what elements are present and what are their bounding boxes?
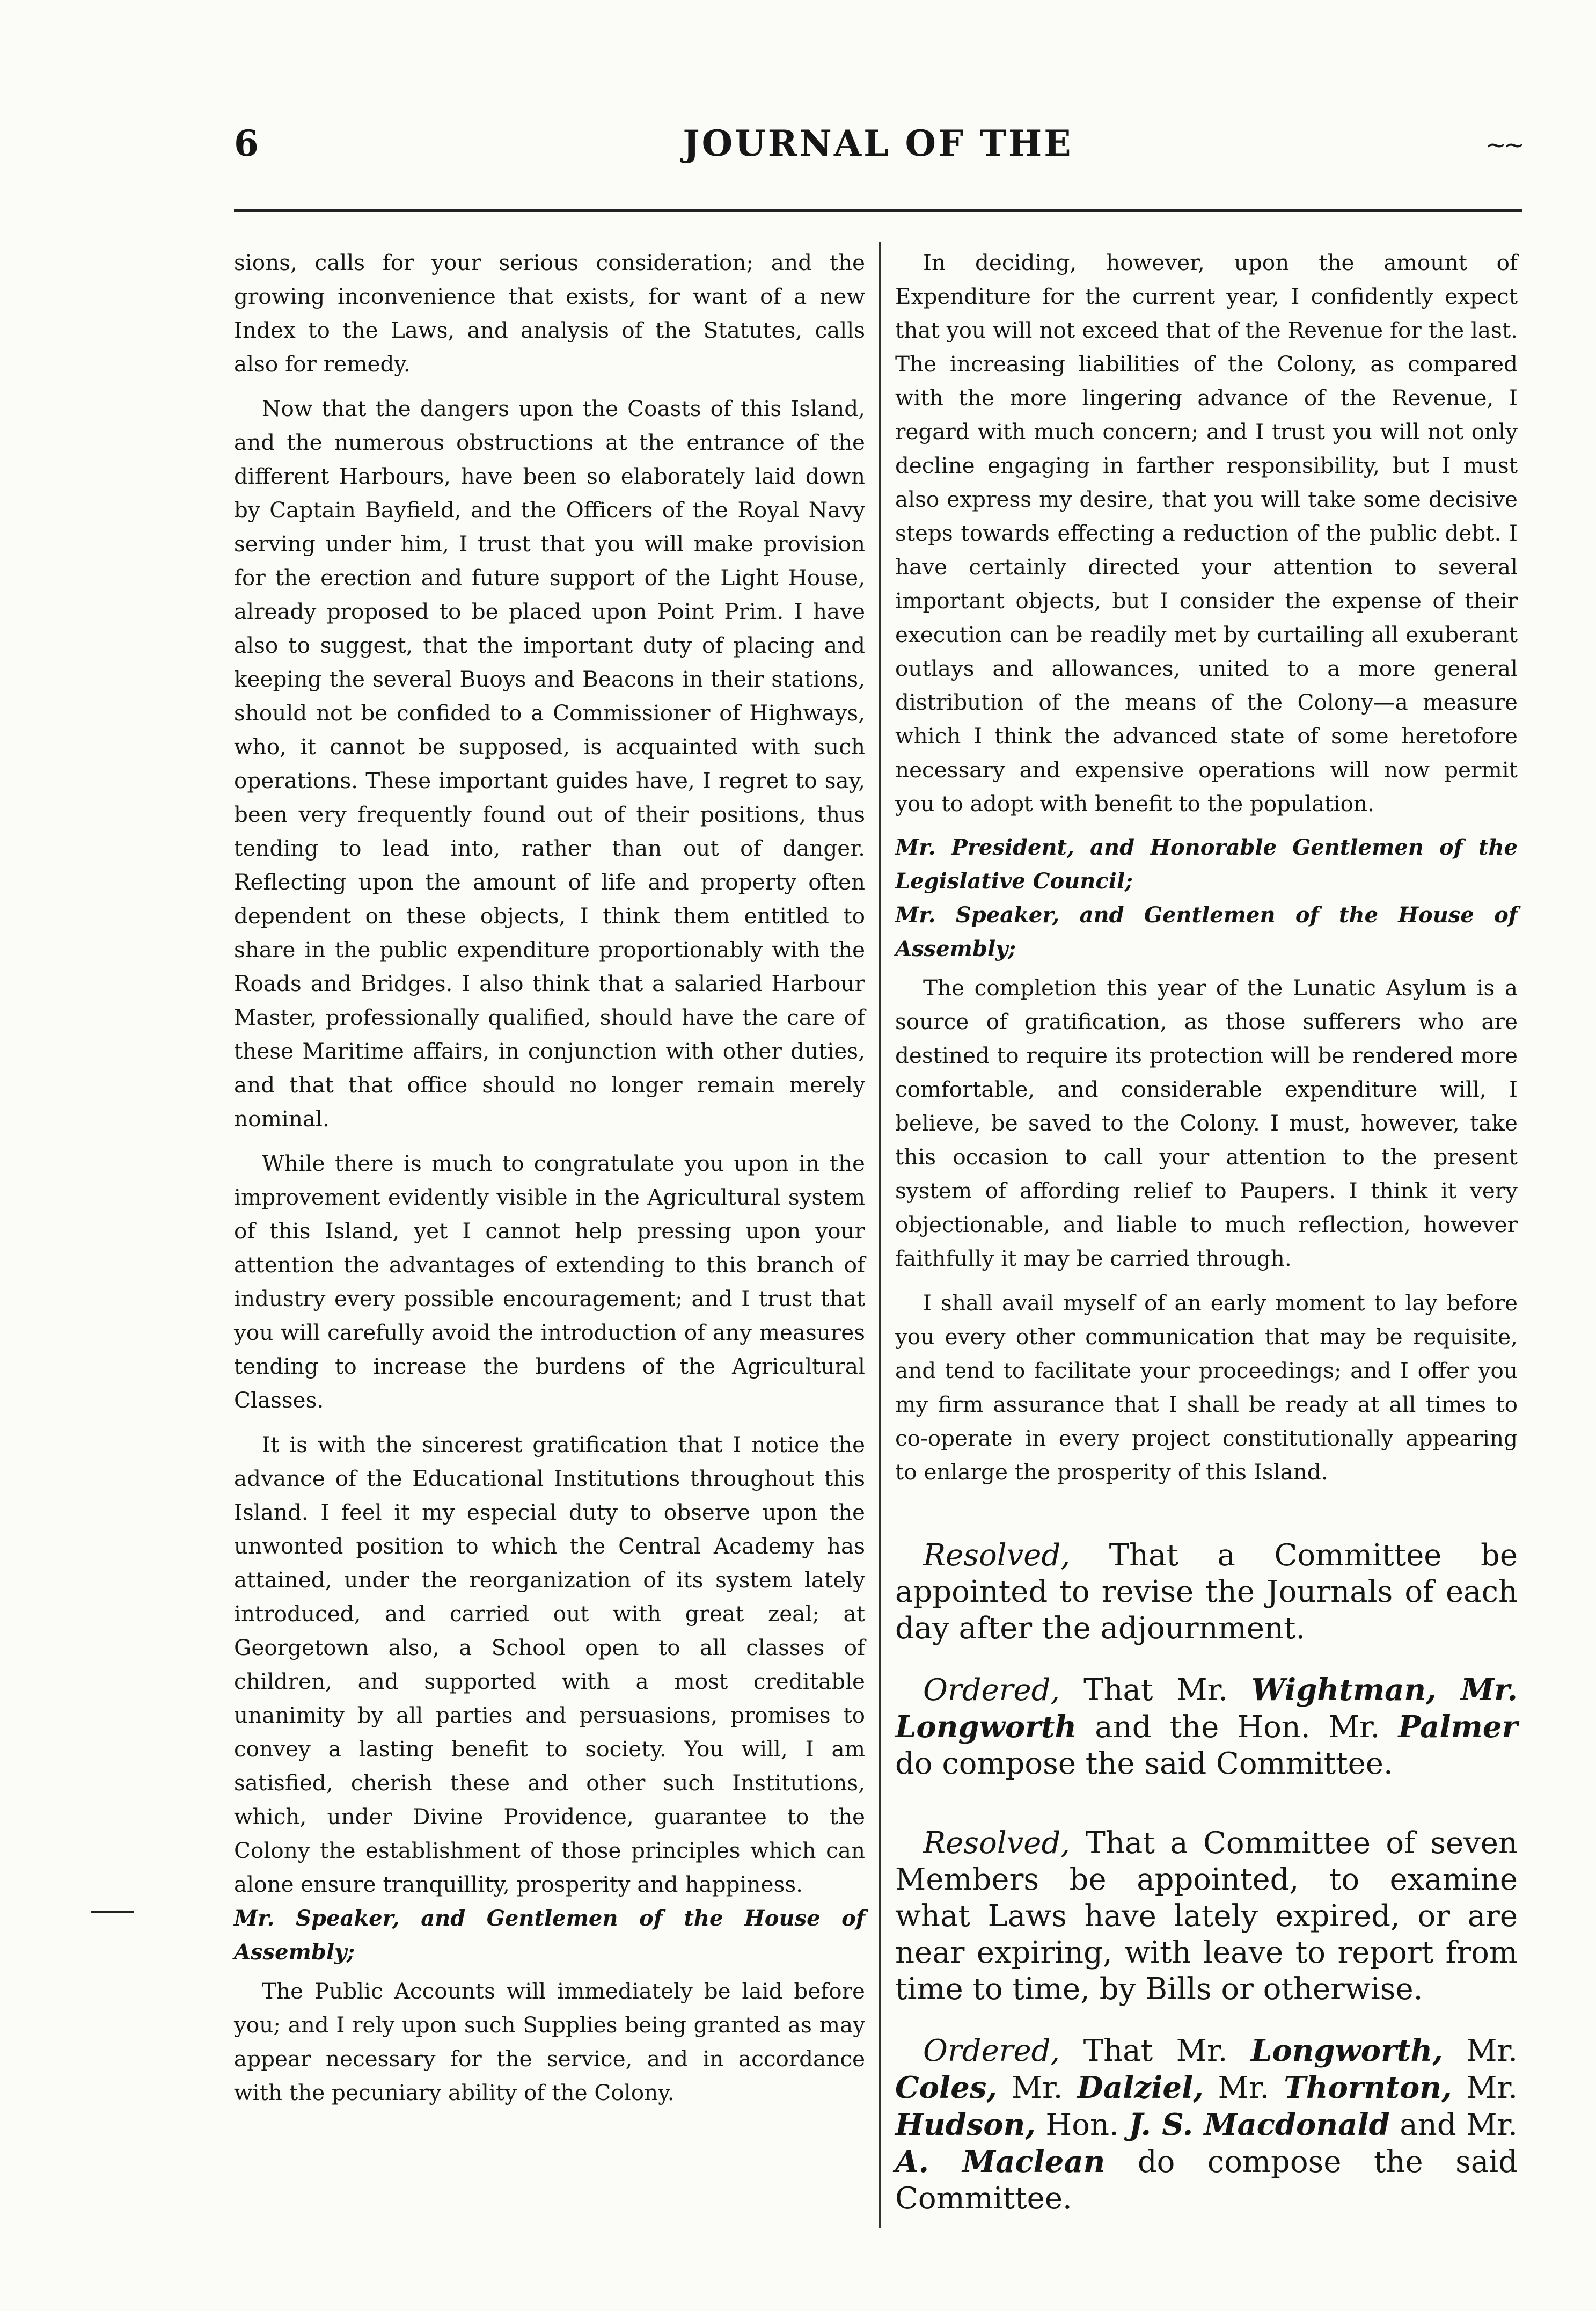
speech-paragraph: In deciding, however, upon the amount of Expenditure for the current year, I confidently expect that you will not exceed that of the Revenue for the last. The increasing liabilities of the Colony, as compared with the more lingering advance of the Revenue, I regard with much concern; and I trust you will not only decline engaging in farther responsibility, but I must also express my desire, that you will take some decisive steps towards effecting a reduction of the public debt. I have certainly directed your attention to several important objects, but I consider the expense of their execution can be readily met by curtailing all exuberant outlays and allowances, united to a more general distribution of the means of the Colony—a measure which I think the advanced state of some heretofore necessary and expensive operations will now permit you to adopt with benefit to the population. [895, 250, 1518, 816]
left-column [234, 246, 865, 2110]
speech-paragraph: It is with the sincerest gratification that I notice the advance of the Educational Institutions throughout this Island. I feel it my especial duty to observe upon the unwonted position to which the Central Academy has attained, under the reorganization of its system lately introduced, and carried out with great zeal; at Georgetown also, a School open to all classes of children, and supported with a most creditable unanimity by all parties and persuasions, promises to convey a lasting benefit to society. You will, I am satisfied, cherish these and other such Institutions, which, under Divine Providence, guarantee to the Colony the establishment of those principles which can alone ensure tranquillity, prosperity and happiness. [234, 1432, 865, 1897]
resolution-expired-laws [895, 1825, 1518, 2008]
resolution-committee-journals [895, 1537, 1518, 1647]
page-header [234, 122, 1522, 176]
order-text: Mr. [1452, 2071, 1518, 2105]
order-text: do compose the said Committee. [895, 2145, 1518, 2216]
resolution-text: That a Committee be appointed to revise the Journals of each day after the adjournment. [895, 1538, 1518, 1646]
order-text: Mr. [1443, 2033, 1518, 2068]
column-divider [879, 242, 881, 2228]
resolved-label: Resolved, [923, 1538, 1071, 1573]
page-number: 6 [234, 122, 259, 164]
speech-paragraph: I shall avail myself of an early moment to lay before you every other communication that may be requisite, and tend to facilitate your proceedings; and I offer you my firm assurance that I shall be ready at all times to co-operate in every project constitutionally appearing to enlarge the prosperity of this Island. [895, 1290, 1518, 1485]
header-rule [234, 209, 1522, 212]
speech-paragraph: The Public Accounts will immediately be laid before you; and I rely upon such Supplies being granted as may appear necessary for the service, and in accordance with the pecuniary ability of the Colony. [234, 1978, 865, 2105]
right-column [895, 246, 1518, 2217]
order-committee-journals [895, 1672, 1518, 1782]
member-name: A. Maclean [895, 2144, 1106, 2179]
ordered-label: Ordered, [923, 1673, 1060, 1708]
speech-paragraph: sions, calls for your serious consideration; and the growing inconvenience that exists, for want of a new Index to the Laws, and analysis of the Statutes, calls also for remedy. [234, 250, 865, 377]
resolved-label: Resolved, [923, 1826, 1071, 1861]
order-text: That Mr. [1060, 2033, 1251, 2068]
order-text: do compose the said Committee. [895, 1746, 1393, 1781]
member-name: Palmer [1398, 1709, 1518, 1745]
member-name: Dalziel, [1077, 2070, 1204, 2105]
member-name: Hudson, [895, 2107, 1036, 2142]
member-name: Coles, [895, 2070, 997, 2105]
order-text: Mr. [1203, 2071, 1284, 2105]
order-text: Mr. [997, 2071, 1078, 2105]
member-name: Thornton, [1284, 2070, 1452, 2105]
order-text: and the Hon. Mr. [1077, 1710, 1399, 1745]
ordered-label: Ordered, [923, 2033, 1060, 2068]
order-text: Hon. [1035, 2108, 1129, 2142]
member-name: Wightman, Mr. Longworth [895, 1672, 1518, 1745]
order-expired-laws-committee [895, 2032, 1518, 2217]
address-heading: Mr. Speaker, and Gentlemen of the House of Assembly; [234, 1906, 865, 1965]
order-text: That Mr. [1060, 1673, 1251, 1708]
member-name: Longworth, [1250, 2033, 1443, 2068]
speech-paragraph: While there is much to congratulate you upon in the improvement evidently visible in the Agricultural system of this Island, yet I cannot help pressing upon your attention the advantages of extending to this branch of industry every possible encouragement; and I trust that you will carefully avoid the introduction of any measures tending to increase the burdens of the Agricultural Classes. [234, 1150, 865, 1413]
address-heading: Mr. President, and Honorable Gentlemen of the Legislative Council; [895, 835, 1518, 894]
running-title: JOURNAL OF THE [683, 122, 1073, 164]
member-name: J. S. Macdonald [1129, 2107, 1390, 2142]
order-text: and Mr. [1389, 2108, 1518, 2142]
resolution-text: That a Committee of seven Members be appointed, to examine what Laws have lately expired, or are near expiring, with leave to report from time to time, by Bills or otherwise. [895, 1826, 1518, 2007]
margin-mark [91, 1911, 134, 1913]
header-ornament: ~~ [1485, 130, 1522, 160]
speech-paragraph: Now that the dangers upon the Coasts of this Island, and the numerous obstructions at the entrance of the different Harbours, have been so elaborately laid down by Captain Bayfield, and the Officers of the Royal Navy serving under him, I trust that you will make provision for the erection and future support of the Light House, already proposed to be placed upon Point Prim. I have also to suggest, that the important duty of placing and keeping the several Buoys and Beacons in their stations, should not be confided to a Commissioner of Highways, who, it cannot be supposed, is acquainted with such operations. These important guides have, I regret to say, been very frequently found out of their positions, thus tending to lead into, rather than out of danger. Reflecting upon the amount of life and property often dependent on these objects, I think them entitled to share in the public expenditure proportionably with the Roads and Bridges. I also think that a salaried Harbour Master, professionally qualified, should have the care of these Maritime affairs, in conjunction with other duties, and that that office should no longer remain merely nominal. [234, 396, 865, 1132]
speech-paragraph: The completion this year of the Lunatic Asylum is a source of gratification, as those sufferers who are destined to require its protection will be rendered more comfortable, and considerable expenditure will, I believe, be saved to the Colony. I must, however, take this occasion to call your attention to the present system of affording relief to Paupers. I think it very objectionable, and liable to much reflection, however faithfully it may be carried through. [895, 975, 1518, 1271]
address-heading: Mr. Speaker, and Gentlemen of the House of Assembly; [895, 902, 1518, 961]
